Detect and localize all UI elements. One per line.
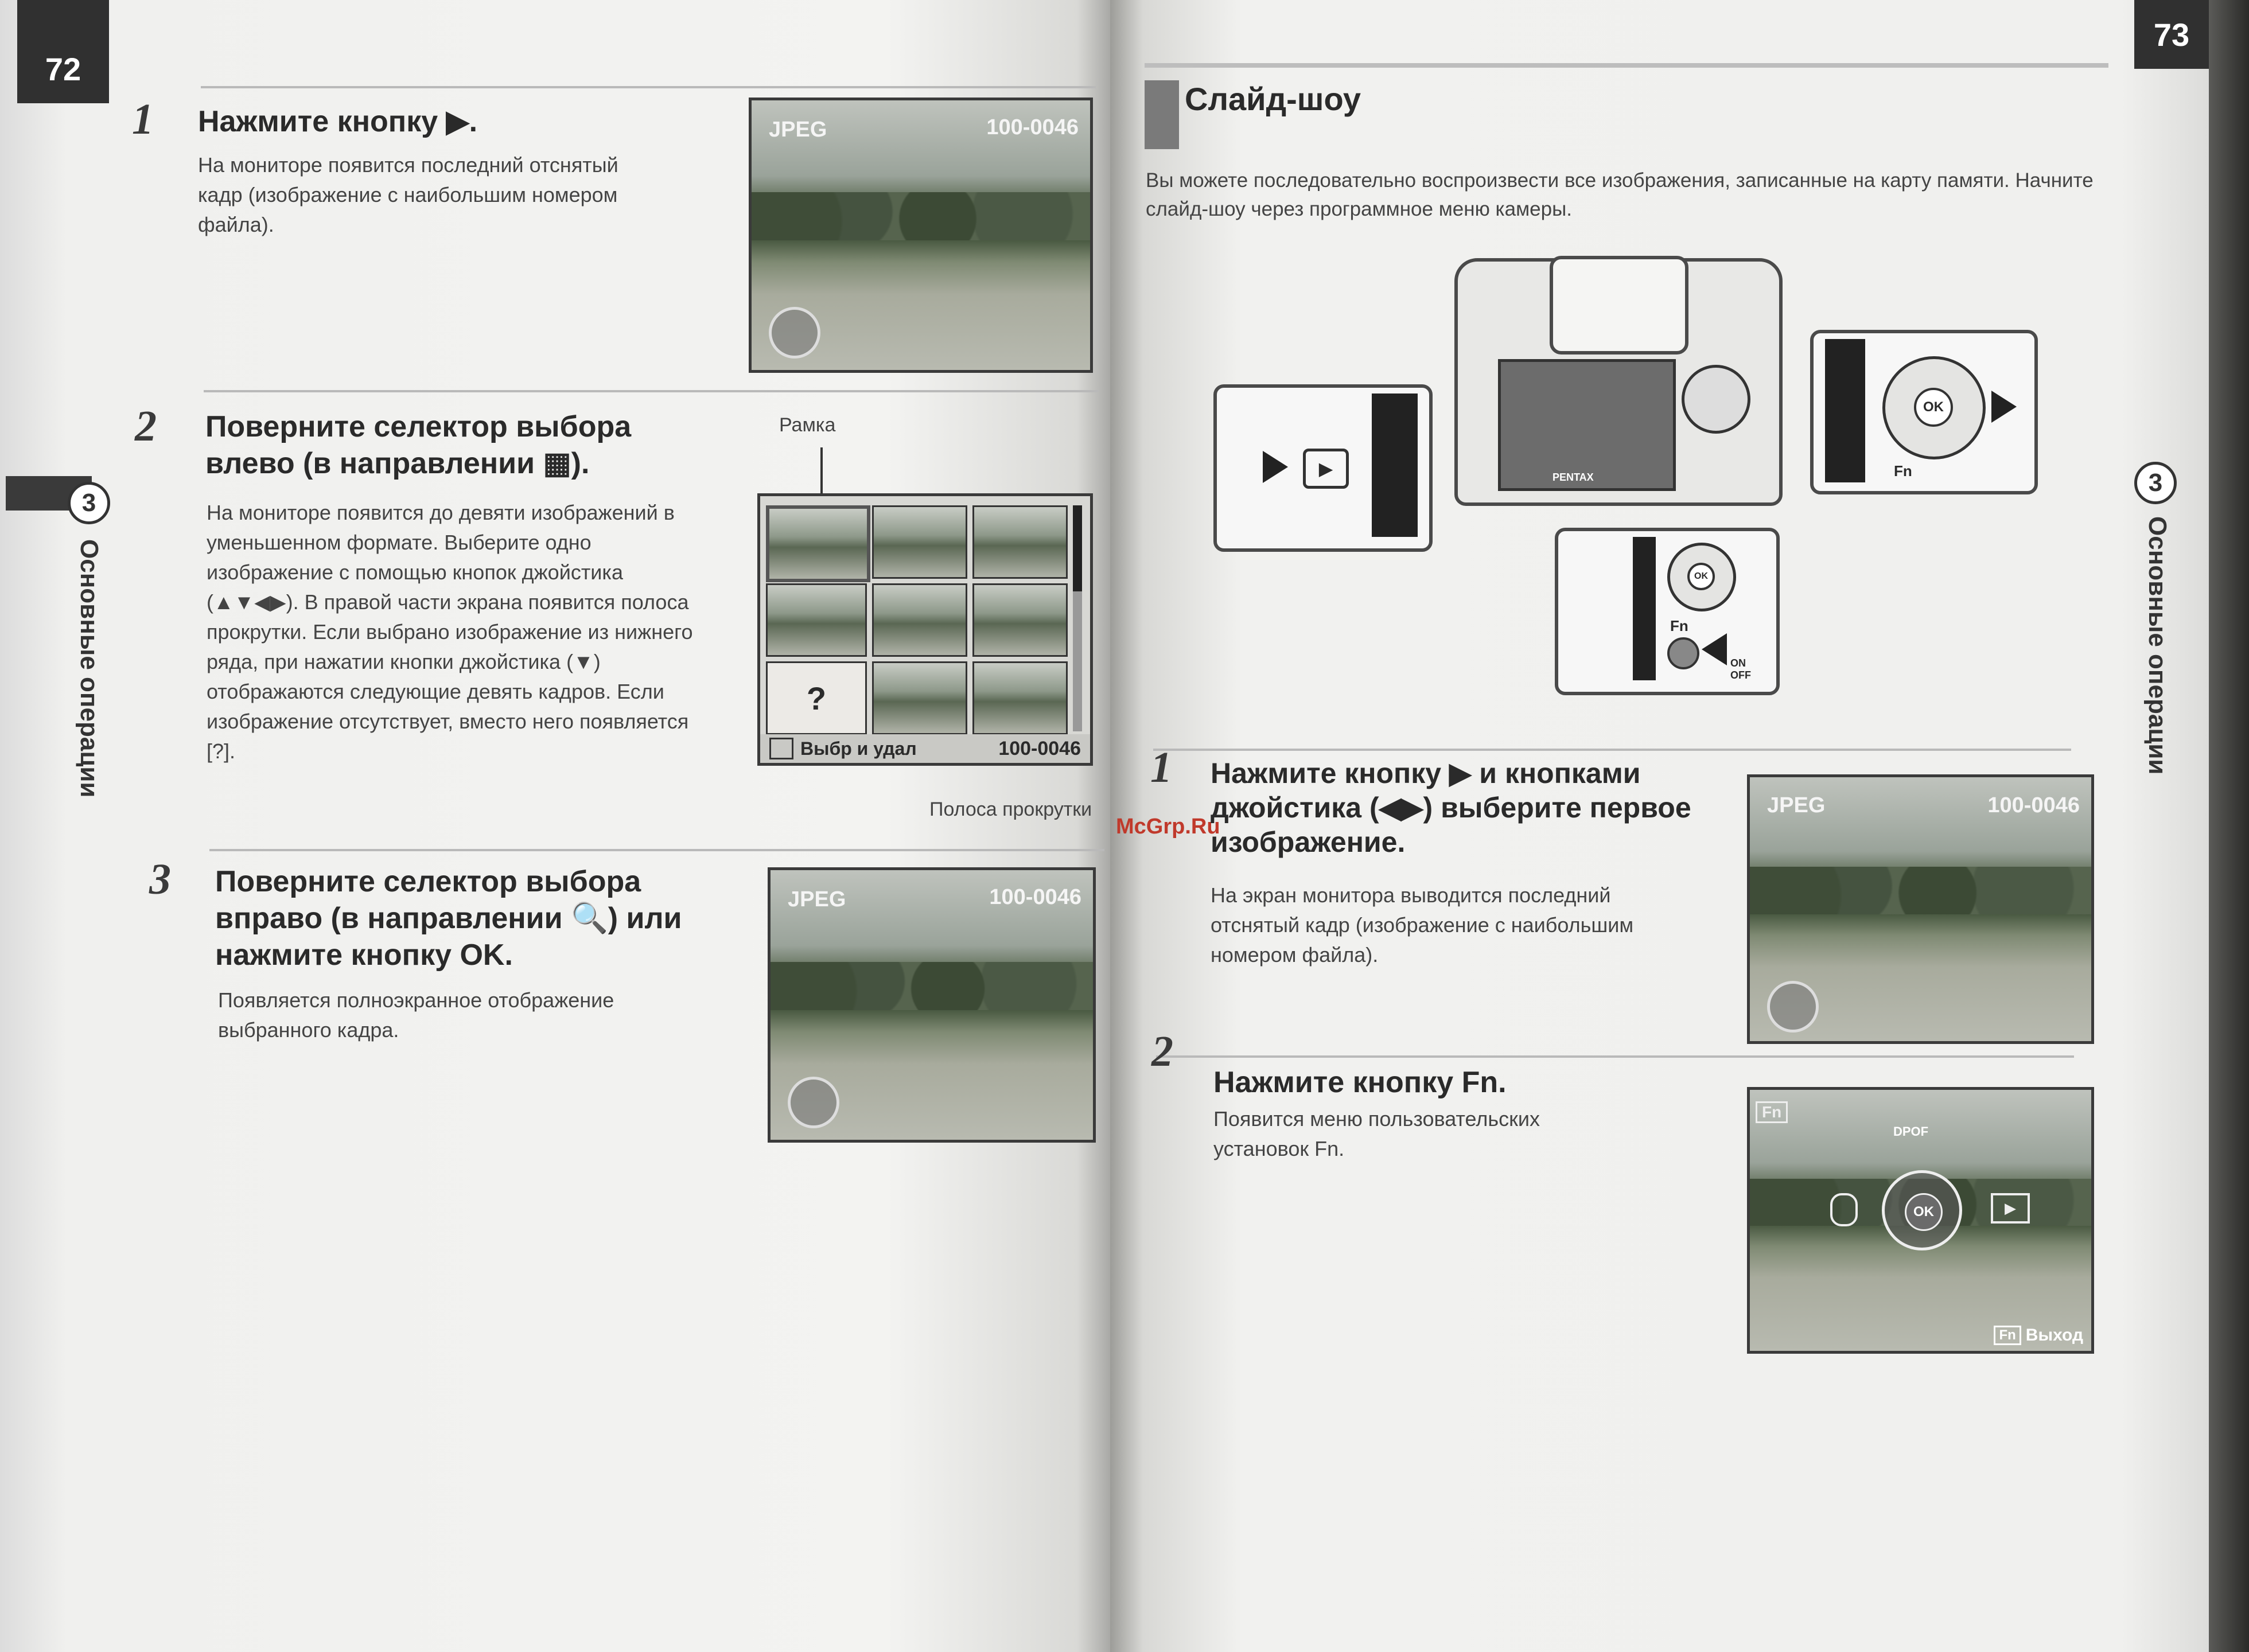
chapter-number: 3 xyxy=(81,489,96,517)
joystick xyxy=(1682,365,1750,434)
step-title: Поверните селектор выбора вправо (в направлении 🔍) или нажмите кнопку OK. xyxy=(215,865,682,972)
section-title: Слайд-шоу xyxy=(1185,81,1361,117)
joystick-ring xyxy=(1882,356,1986,459)
step-divider xyxy=(204,390,1099,392)
brand-label: PENTAX xyxy=(1552,472,1594,483)
joystick-icon xyxy=(788,1077,839,1128)
step-divider xyxy=(1153,749,2071,751)
format-label: JPEG xyxy=(788,887,846,911)
fn-badge: Fn xyxy=(1756,1101,1788,1123)
ok-button xyxy=(1905,1193,1943,1231)
step-number: 1 xyxy=(1150,743,1172,792)
camera-edge xyxy=(1372,393,1418,537)
chapter-number-badge xyxy=(2134,462,2177,504)
thumbnail xyxy=(872,505,967,579)
watermark: McGrp.Ru xyxy=(1116,815,1220,839)
step-divider xyxy=(209,849,1104,851)
fn-key-icon: Fn xyxy=(1994,1326,2021,1345)
section-intro: Вы можете последовательно воспроизвести все изображения, записанные на карту памяти. Начните слайд-шоу через программное меню камеры. xyxy=(1146,169,2094,220)
fn-joystick xyxy=(1882,1170,1962,1250)
step-divider xyxy=(201,86,1096,88)
format-label: JPEG xyxy=(769,118,827,142)
file-number: 100-0046 xyxy=(1987,793,2080,817)
fn-label: Fn xyxy=(1670,617,1688,634)
camera-screen-preview xyxy=(749,98,1093,373)
step-title: Нажмите кнопку ▶ и кнопками джойстика (◀▶) выберите первое изображение. xyxy=(1211,757,1691,858)
chapter-number-badge xyxy=(68,482,110,524)
fn-label: Fn xyxy=(1894,462,1912,480)
ok-button xyxy=(1914,388,1953,427)
scroll-thumb xyxy=(1073,505,1082,591)
ok-label: OK xyxy=(1923,399,1944,415)
step-body: Появляется полноэкранное отображение выбранного кадра. xyxy=(218,988,614,1042)
camera-screen-preview xyxy=(1747,774,2094,1044)
thumbnail xyxy=(972,583,1068,657)
ok-label: OK xyxy=(1913,1204,1934,1219)
step-number: 2 xyxy=(135,402,157,450)
thumbnail xyxy=(872,661,967,735)
step-title: Нажмите кнопку Fn. xyxy=(1213,1066,1507,1099)
joystick-callout xyxy=(1810,330,2038,494)
step-body: На мониторе появится последний отснятый кадр (изображение с наибольшим номером файла). xyxy=(198,153,618,236)
missing-mark: ? xyxy=(806,680,827,716)
chapter-title-vertical: Основные операции xyxy=(75,539,103,798)
file-number: 100-0046 xyxy=(989,885,1081,909)
ok-label: OK xyxy=(1694,571,1708,581)
arrow-right-icon xyxy=(1263,451,1288,483)
thumbnail-footer xyxy=(760,734,1090,763)
scroll-bar-label: Полоса прокрутки xyxy=(929,798,1092,820)
file-number: 100-0046 xyxy=(986,115,1079,139)
playback-button-callout xyxy=(1213,384,1433,552)
thumbnail xyxy=(972,661,1068,735)
camera-back-diagram xyxy=(1454,258,1783,506)
photo-trees xyxy=(1750,867,2091,914)
camera-screen-preview xyxy=(768,867,1096,1143)
book-edge xyxy=(2209,0,2249,1652)
fn-menu-screen xyxy=(1747,1087,2094,1354)
joystick-icon xyxy=(1767,981,1819,1032)
right-page xyxy=(1110,0,2209,1652)
ok-button xyxy=(1687,563,1715,590)
thumbnail xyxy=(766,583,867,657)
joystick-ring xyxy=(1667,543,1736,611)
step-number: 1 xyxy=(132,95,154,143)
fn-button-callout xyxy=(1555,528,1780,695)
section-rule xyxy=(1145,63,2108,68)
photo-trees xyxy=(752,192,1090,241)
trash-icon xyxy=(769,738,793,759)
step-number: 3 xyxy=(149,855,171,903)
arrow-left-icon xyxy=(1702,633,1727,665)
page-number: 72 xyxy=(45,50,81,87)
exit-hint xyxy=(1994,1326,2083,1345)
thumbnail-selected xyxy=(766,505,870,582)
playback-button-icon: ▶ xyxy=(1303,449,1349,489)
viewfinder xyxy=(1550,256,1688,354)
step-divider xyxy=(1156,1055,2074,1058)
step-title: Нажмите кнопку ▶. xyxy=(198,105,478,138)
slideshow-icon: ▶ xyxy=(1991,1193,2030,1224)
page-number: 73 xyxy=(2153,16,2190,53)
thumbnail xyxy=(872,583,967,657)
delete-action-label: Выбр и удал xyxy=(800,738,917,759)
camera-lcd xyxy=(1498,359,1676,491)
scroll-bar xyxy=(1073,505,1082,731)
thumbnail-grid-screen xyxy=(757,493,1093,766)
left-page xyxy=(0,0,1110,1652)
page-number-tab xyxy=(17,0,109,103)
arrow-left-icon xyxy=(1834,391,1859,423)
chapter-title-vertical: Основные операции xyxy=(2143,516,2172,775)
arrow-right-icon xyxy=(1991,391,2017,423)
fn-button xyxy=(1667,637,1699,669)
step-number: 2 xyxy=(1151,1027,1173,1076)
file-number: 100-0046 xyxy=(998,737,1081,759)
format-label: JPEG xyxy=(1767,793,1826,817)
exit-label: Выход xyxy=(2025,1326,2083,1345)
joystick-icon xyxy=(769,307,820,359)
power-switch-label: ON OFF xyxy=(1730,657,1751,681)
step-body: На экран монитора выводится последний отснятый кадр (изображение с наибольшим номером файла). xyxy=(1211,883,1634,967)
camera-edge xyxy=(1633,537,1656,680)
thumbnail xyxy=(972,505,1068,579)
step-body: Появится меню пользовательских установок Fn. xyxy=(1213,1107,1540,1160)
page-number-tab xyxy=(2134,0,2209,69)
step-body: На мониторе появится до девяти изображений в уменьшенном формате. Выберите одно изображение с помощью кнопок джойстика (▲▼◀▶). В правой части экрана появится полоса прокрутки. Если выбрано изображение из нижнего ряда, при нажатии кнопки джойстика (▼) отображаются следующие девять кадров. Если изображение отсутствует, вместо него появляется [?]. xyxy=(207,501,693,763)
frame-label: Рамка xyxy=(779,414,836,436)
dpof-label: DPOF xyxy=(1893,1124,1929,1139)
step-title: Поверните селектор выбора влево (в направлении ▦). xyxy=(205,410,632,480)
thumbnail-missing xyxy=(766,661,867,735)
section-marker xyxy=(1145,80,1179,149)
photo-trees xyxy=(771,962,1093,1011)
filter-icon xyxy=(1830,1193,1858,1226)
chapter-number: 3 xyxy=(2148,469,2163,497)
